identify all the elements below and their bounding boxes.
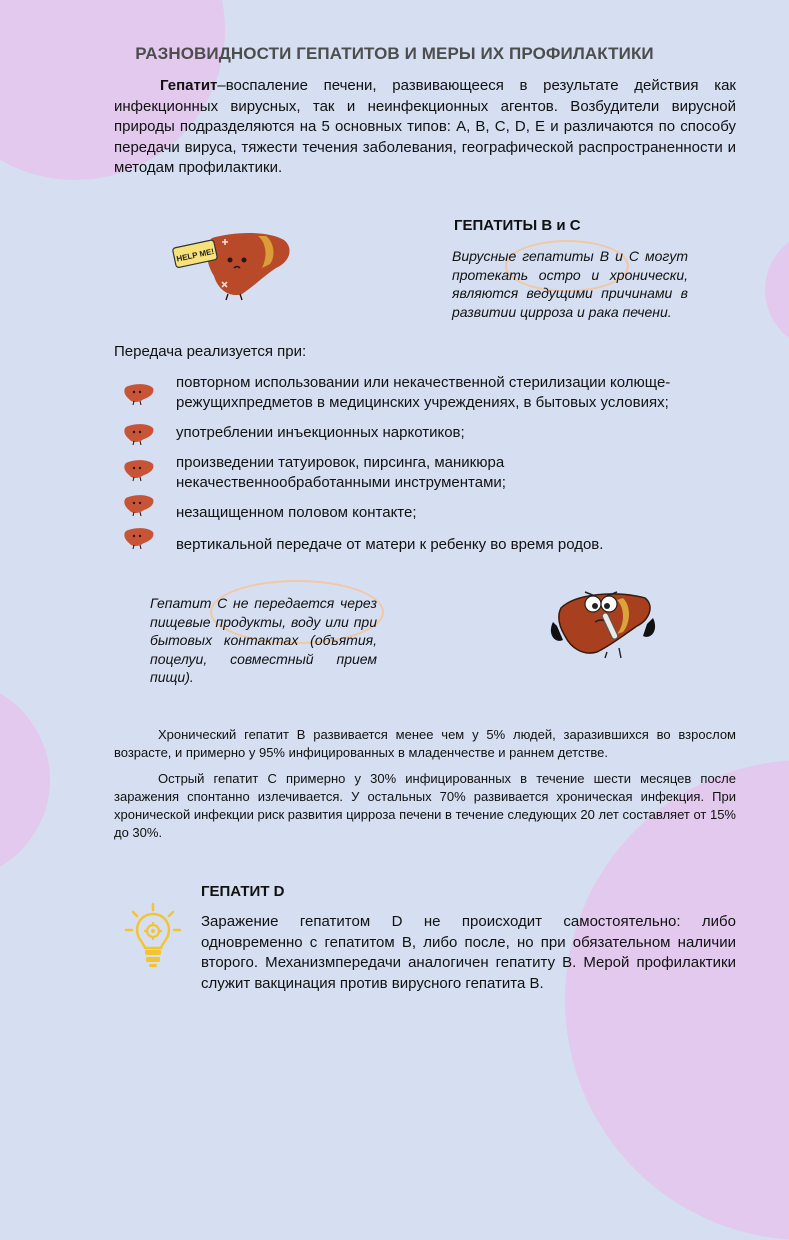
- intro-term: Гепатит: [160, 77, 218, 94]
- sick-liver-illustration: [545, 578, 660, 660]
- liver-help-me-illustration: [172, 224, 294, 302]
- paragraph-hepatitis-b: Хронический гепатит В развивается менее чем у 5% людей, заразившихся во взрослом возрасте, и примерно у 95% инфицированных в младенчестве и раннем детстве.: [114, 727, 736, 760]
- decor-circle-left: [0, 680, 50, 880]
- liver-icon: [120, 419, 156, 447]
- page-title: РАЗНОВИДНОСТИ ГЕПАТИТОВ И МЕРЫ ИХ ПРОФИЛАКТИКИ: [135, 44, 654, 63]
- intro-paragraph: [114, 76, 736, 179]
- transmission-heading: Передача реализуется при:: [114, 343, 307, 360]
- hepatitis-bc-text: Вирусные гепатиты В и С могут протекать остро и хронически, являются ведущими причинами в развитии цирроза и рака печени.: [452, 248, 688, 320]
- hepatitis-d-title: ГЕПАТИТ D: [201, 883, 285, 900]
- lightbulb-gear-icon: [123, 902, 183, 970]
- liver-icon: [120, 379, 156, 407]
- intro-text: –воспаление печени, развивающееся в результате действия как инфекционных вирусных, так и неинфекционных агентов. Возбудители вирусной природы подразделяются на 5 основных типов: А, В, С, D, Е и различаются по способу передачи вируса, тяжести течения заболевания, географической распространенности и методам профилактики.: [114, 77, 736, 177]
- liver-icon: [120, 523, 156, 551]
- liver-icon: [120, 455, 156, 483]
- help-sign-text: HELP ME!: [175, 246, 215, 264]
- paragraph-hepatitis-c: Острый гепатит С примерно у 30% инфицированных в течение шести месяцев после заражения спонтанно излечивается. У остальных 70% развивается хроническая инфекция. При хронической инфекции риск развития цирроза печени в течение следующих 20 лет составляет от 15% до 30%.: [114, 771, 736, 840]
- decor-circle-right: [765, 230, 789, 350]
- hepatitis-d-text: Заражение гепатитом D не происходит самостоятельно: либо одновременно с гепатитом В, либо после, но при обязательном наличии второго. Механизмпередачи аналогичен гепатиту В. Мерой профилактики служит вакцинация против вирусного гепатита В.: [201, 913, 736, 992]
- hepatitis-c-note: Гепатит С не передается через пищевые продукты, воду или при бытовых контактах (объятия, поцелуи, совместный прием пищи).: [150, 595, 377, 685]
- liver-icon: [120, 490, 156, 518]
- hepatitis-bc-title: ГЕПАТИТЫ В и С: [454, 217, 581, 234]
